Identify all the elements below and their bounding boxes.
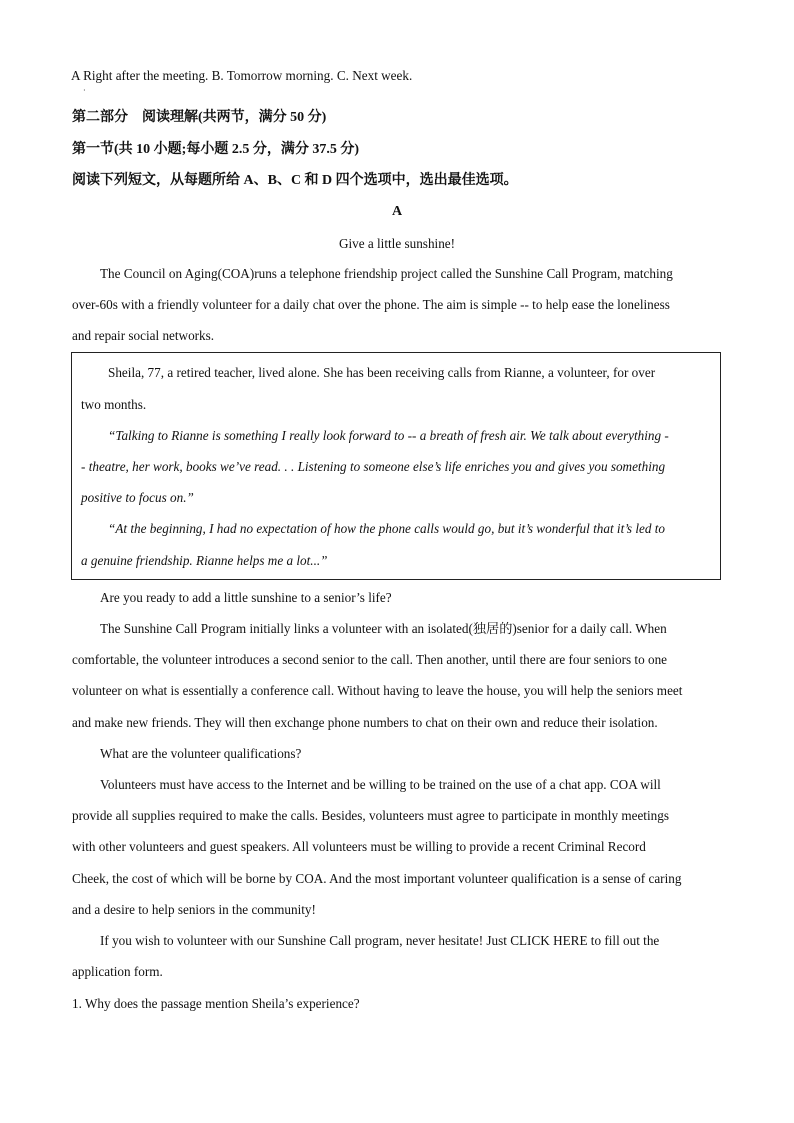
paragraph-line: If you wish to volunteer with our Sunshine Call program, never hesitate! Just CLICK HERE to fill out the xyxy=(100,933,660,948)
question-1: 1. Why does the passage mention Sheila’s experience? xyxy=(72,996,360,1011)
paragraph-line: provide all supplies required to make the calls. Besides, volunteers must agree to participate in monthly meetings xyxy=(72,808,669,823)
paragraph-line: The Sunshine Call Program initially links a volunteer with an isolated(独居的)senior for a daily call. When xyxy=(100,621,667,636)
paragraph-line: Volunteers must have access to the Internet and be willing to be trained on the use of a chat app. COA will xyxy=(100,777,661,792)
intro-line: over-60s with a friendly volunteer for a daily chat over the phone. The aim is simple -- to help ease the loneliness xyxy=(72,297,670,312)
question-heading: Are you ready to add a little sunshine to a senior’s life? xyxy=(100,590,392,605)
section-instruction: 阅读下列短文，从每题所给 A、B、C 和 D 四个选项中，选出最佳选项。 xyxy=(72,173,518,188)
passage-title: Give a little sunshine! xyxy=(338,236,456,251)
testimonial-quote-line: - theatre, her work, books we’ve read. . . Listening to someone else’s life enriches you and gives you something xyxy=(81,459,666,474)
paragraph-line: with other volunteers and guest speakers. All volunteers must be willing to provide a recent Criminal Record xyxy=(72,839,646,854)
stray-mark: · xyxy=(83,86,86,95)
question-heading: What are the volunteer qualifications? xyxy=(100,746,302,761)
paragraph-line: comfortable, the volunteer introduces a second senior to the call. Then another, until there are four seniors to one xyxy=(72,652,668,667)
section-subsection-heading: 第一节(共 10 小题;每小题 2.5 分，满分 37.5 分) xyxy=(72,142,359,157)
passage-label: A xyxy=(391,204,403,219)
testimonial-quote-line: “Talking to Rianne is something I really look forward to -- a breath of fresh air. We talk about everything - xyxy=(108,428,669,443)
testimonial-quote-line: “At the beginning, I had no expectation of how the phone calls would go, but it’s wonderful that it’s led to xyxy=(108,521,666,536)
paragraph-line: and a desire to help seniors in the community! xyxy=(72,902,316,917)
intro-line: and repair social networks. xyxy=(72,328,215,343)
paragraph-line: and make new friends. They will then exchange phone numbers to chat on their own and reduce their isolation. xyxy=(72,715,658,730)
testimonial-quote-line: positive to focus on.” xyxy=(81,490,194,505)
testimonial-line: two months. xyxy=(81,397,147,412)
paragraph-line: Cheek, the cost of which will be borne by COA. And the most important volunteer qualification is a sense of caring xyxy=(72,871,682,886)
section-part-heading: 第二部分 阅读理解(共两节，满分 50 分) xyxy=(72,110,327,125)
paragraph-line: volunteer on what is essentially a conference call. Without having to leave the house, you will help the seniors meet xyxy=(72,683,683,698)
testimonial-quote-line: a genuine friendship. Rianne helps me a lot...” xyxy=(81,553,328,568)
testimonial-line: Sheila, 77, a retired teacher, lived alone. She has been receiving calls from Rianne, a volunteer, for over xyxy=(108,365,656,380)
answer-options: A Right after the meeting. B. Tomorrow morning. C. Next week. xyxy=(71,68,413,83)
paragraph-line: application form. xyxy=(72,964,163,979)
intro-line: The Council on Aging(COA)runs a telephone friendship project called the Sunshine Call Program, matching xyxy=(100,266,673,281)
